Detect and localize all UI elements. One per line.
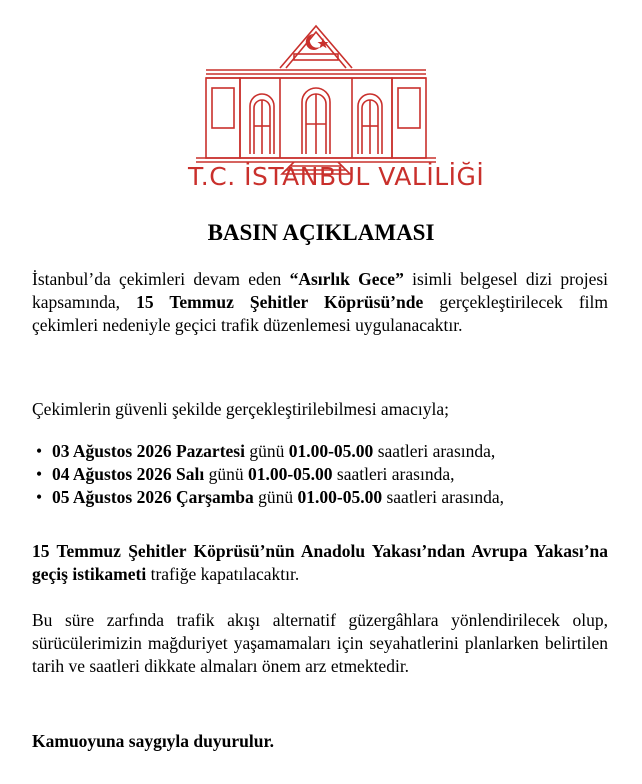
list-item: • 05 Ağustos 2026 Çarşamba günü 01.00-05.00 saatleri arasında,	[36, 487, 505, 507]
bridge-name: 15 Temmuz Şehitler Köprüsü’nde	[136, 292, 424, 312]
list-item: • 04 Ağustos 2026 Salı günü 01.00-05.00 saatleri arasında,	[36, 464, 455, 484]
page-title: BASIN AÇIKLAMASI	[207, 220, 435, 245]
bullet: •	[36, 487, 43, 507]
paragraph-closure: 15 Temmuz Şehitler Köprüsü’nün Anadolu Yakası’ndan Avrupa Yakası’na geçiş istikameti trafiğe kapatılacaktır.	[32, 541, 608, 584]
paragraph-intro: İstanbul’da çekimleri devam eden “Asırlık Gece” isimli belgesel dizi projesi kapsamında, 15 Temmuz Şehitler Köprüsü’nde gerçekleştirilecek film çekimleri nedeniyle geçici trafik düzenlemesi uygulanacaktır.	[32, 269, 609, 335]
date-list	[32, 440, 632, 509]
bullet: •	[36, 464, 43, 484]
logo-text: T.C. İSTANBUL VALİLİĞİ	[188, 162, 485, 191]
bullet: •	[36, 441, 43, 461]
closure-direction: 15 Temmuz Şehitler Köprüsü’nün Anadolu Yakası’ndan Avrupa Yakası’na geçiş istikameti	[32, 541, 608, 584]
paragraph-purpose: Çekimlerin güvenli şekilde gerçekleştirilebilmesi amacıyla;	[32, 399, 449, 419]
paragraph-advice: Bu süre zarfında trafik akışı alternatif güzergâhlara yönlendirilecek olup, sürücülerimizin mağduriyet yaşamamaları için seyahatlerini planlarken belirtilen tarih ve saatleri dikkate almaları önem arz etmektedir.	[32, 610, 608, 676]
closing-statement: Kamuoyuna saygıyla duyurulur.	[32, 731, 275, 751]
series-name: “Asırlık Gece”	[289, 269, 404, 289]
list-item: • 03 Ağustos 2026 Pazartesi günü 01.00-05.00 saatleri arasında,	[36, 441, 496, 461]
